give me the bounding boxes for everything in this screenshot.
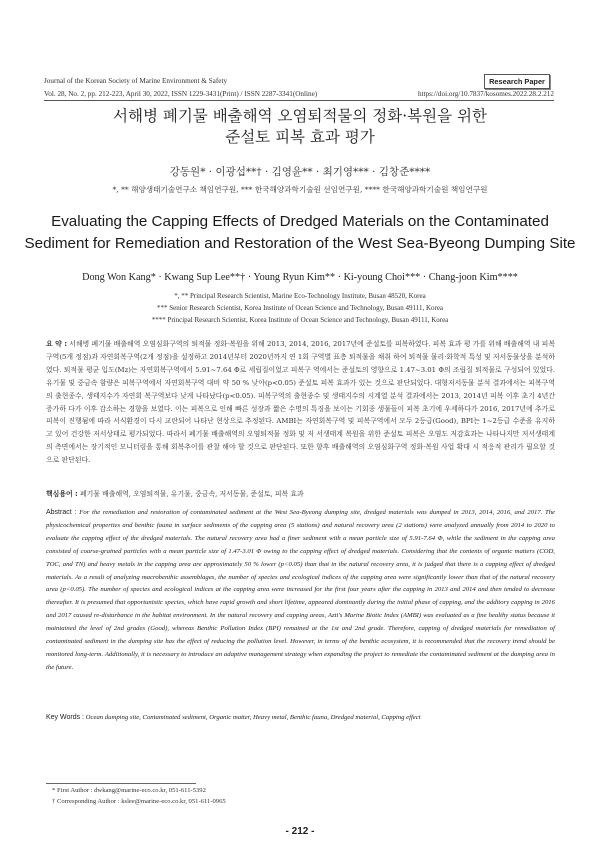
korean-authors: 강동원* · 이광섭**† · 김영윤** · 최기영*** · 김창준**** (169, 166, 431, 178)
english-abstract-body (46, 509, 555, 671)
english-title-line-1: Evaluating the Capping Effects of Dredged Materials on the Contaminated (51, 213, 549, 230)
english-abstract-line: lifetime, appeared dominantly during the initial phase of capping, and the additory capping in 2016 and 2017 caused re-disturbance in the habitat (46, 599, 555, 620)
page-number: - 212 - (285, 826, 315, 837)
korean-abstract-line: 다가 이후 감소하는 경향을 보였다. 이는 피복으로 인해 빠른 성장과 짧은 수명의 특징을 보이는 기회종 생물들이 피복 초기에 우세하다가 (68, 404, 480, 413)
english-affiliation-2: *** Senior Research Scientist, Korea Institute of Ocean Science and Technology, Busan 49111, Korea (156, 304, 444, 312)
english-keywords-text: Ocean dumping site, Contaminated sediment, Organic matter, Heavy metal, Benthic fauna, Dredged material, Capping effect (85, 714, 421, 721)
korean-keywords-text: 폐기물 배출해역, 오염퇴적물, 유기물, 중금속, 저서동물, 준설토, 피복 효과 (79, 490, 304, 498)
korean-abstract-line: 서해병 폐기물 배출해역 오염심화구역의 퇴적물 정화·복원을 위해 2013, 2014, 2016, 2017년에 준설토를 피복하였다. 피복 효과 평 (69, 340, 473, 348)
english-abstract-line: recommended that the recovery trend should be monitored long-term. Additionally, it is necessary to introduce an adaptive management strategy when (46, 638, 555, 658)
korean-abstract-line: 모두 2등급(Good), BPI는 1~2등급 수준을 유지하고 있어 건강한 저서상태로 평가되었다. 따라서 폐기물 배출해역의 오염퇴적물 정화 및 저 (46, 417, 555, 439)
english-abstract-line: than that of the natural recovery area (p<0.05). The number of species and ecological indices at the capping area were increased for the first four years (46, 573, 555, 594)
english-keywords (46, 714, 555, 721)
english-keywords-label: Key Words : (46, 714, 84, 721)
english-affiliation-3: **** Principal Research Scientist, Korea Institute of Ocean Science and Technology, Busan 49111, Korea (151, 316, 449, 324)
korean-keywords-label: 핵심용어 : (46, 490, 78, 498)
korean-title-line-1: 서해병 폐기물 배출해역 오염퇴적물의 정화·복원을 위한 (113, 107, 487, 125)
korean-affiliations: *, ** 해양생태기술연구소 책임연구원, *** 한국해양과학기술원 선임연구원, **** 한국해양과학기술원 책임연구원 (112, 185, 488, 194)
english-abstract-line: the level of 2nd grades (Good), whereas Benthic Pollution Index (BPI) remained at the 1st and 2nd grade. Therefore, capping of dredged materials for (79, 625, 515, 633)
journal-name: Journal of the Korean Society of Marine Environment & Safety (44, 77, 228, 85)
english-abstract-line: For the remediation and restoration of contaminated sediment at the West Sea-Byeong dumping site, dredged materials was dumped in 2013, (79, 509, 480, 516)
english-abstract-line: 2014, 2016, and 2017. The physicochemical properties and benthic fauna in surface sediments of the capping area (5 stations) and natural recovery area (46, 509, 556, 529)
english-abstract-line: sediment with a mean particle size of 5.91-7.64 Φ, while the sediment in the capping area consisted of coarse-grained particles with a mean particle size (46, 534, 555, 555)
volume-line: Vol. 28, No. 2, pp. 212-223, April 30, 2022, ISSN 1229-3431(Print) / ISSN 2287-3341(Online) (44, 90, 318, 98)
english-abstract-line: in the capping area are approximately 50 % lower (p<0.05) than that in the natural recovery area, it is judged that there is a capping effect of dredged (137, 560, 555, 568)
korean-abstract-line: 약 50 % 낮아(p<0.05) 준설토 피복 효과가 있는 것으로 판단되었다. 대형저서동물 분석 결과에서는 피복구역의 출현종수, 생태지수가 자연회 (46, 378, 555, 400)
korean-abstract-label: 요 약 : (46, 340, 68, 348)
english-abstract-line: after the capping in 2013 and 2014 and then tended to decrease thereafter. It is presumed that opportunistic species, which have rapid growth and short (46, 586, 555, 607)
first-author-footnote: * First Author : dwkang@marine-eco.co.kr, 051-611-5392 (52, 787, 206, 794)
english-abstract-line: environment. In the natural recovery and capping areas, Azti's Marine Biotic Index (AMBI) was evaluated as a fine healthy status because it maintained (46, 612, 555, 633)
korean-abstract-line: 2016, 2017년에 추가로 피복이 진행됨에 따라 서식환경이 다시 교란되어 나타난 현상으로 추정된다. AMBI는 자연회복구역 및 피복구역에서 (46, 404, 555, 426)
english-abstract (46, 507, 555, 675)
korean-abstract-line: 하여 퇴적물 물리·화학적 특성 및 저서동물상을 분석하였다. 퇴적물 평균 입도(Mz)는 자연회복구역에서 5.91~7.64 Φ로 세립질이었고 피복구 (46, 352, 555, 374)
korean-abstract (46, 338, 555, 467)
korean-keywords (46, 488, 304, 498)
doi-link[interactable]: https://doi.org/10.7837/kosomes.2022.28.2.212 (417, 90, 554, 98)
english-abstract-line: remediation of contaminated sediment in the dumping site has the effect of reducing the pollution level. However, in terms of the benthic ecosystem, it is (46, 625, 555, 646)
korean-abstract-line: 가를 위해 배출해역 내 피복구역(5개 정점)과 자연회복구역(2개 정점)을 설정하고 2014년부터 2020년까지 연 1회 구역별 표층 퇴적물을 채취 (46, 340, 555, 361)
english-abstract-line: materials. As a result of analyzing macrobenthic assemblages, the number of species and ecological indices of the capping area were significantly lower (46, 573, 466, 581)
english-title-line-2: Sediment for Remediation and Restoration of the West Sea-Byeong Dumping Site (24, 235, 576, 252)
footnote-rule (46, 783, 196, 784)
english-affiliation-1: *, ** Principal Research Scientist, Marine Eco-Technology Institute, Busan 48520, Korea (174, 292, 426, 300)
english-abstract-line: (2 stations) were analyzed annually from 2014 to 2020 to evaluate the capping effect of the dredged materials. The natural recovery area had a finer (46, 521, 555, 542)
research-paper-badge: Research Paper (484, 74, 550, 89)
korean-abstract-body (46, 340, 555, 464)
korean-abstract-line: 역에서는 준설토의 영향으로 1.47~3.01 Φ의 조립질 퇴적물로 구성되어 있었다. 유기물 및 중금속 함량은 피복구역에서 자연회복구역 대비 (46, 365, 555, 387)
english-authors: Dong Won Kang* · Kwang Sup Lee**† · Young Ryun Kim** · Ki-young Choi*** · Chang-joon Kim**** (82, 272, 518, 283)
korean-abstract-line: 서생태계 복원을 위한 준설토 피복은 오염도 저감효과는 나타나지만 저서생태계의 측면에서는 장기적인 모니터링을 통해 회복추이를 관찰 (46, 430, 555, 452)
english-abstract-line: expanding the project to remediate the contaminated sediment at the dumping area in the future. (46, 650, 555, 671)
corresponding-author-footnote: † Corresponding Author : kslee@marine-eco.co.kr, 051-611-0965 (52, 798, 226, 805)
korean-abstract-line: 해야 할 것으로 판단된다. 또한 향후 배출해역의 오염심화구역 정화·복원 사업 확대 시 적응적 관리가 필요할 것으로 판단된다. (46, 443, 555, 465)
korean-abstract-line: 복구역보다 낮게 나타났다(p<0.05). 피복구역의 출현종수 및 생태지수의 시계열 분석 결과에서는 2013, 2014년 피복 이후 초기 4년간 증가하 (46, 391, 555, 413)
english-abstract-line: of 1.47-3.01 Φ owing to the capping effect of dredged materials. Considering that the contents of organic matters (COD, TOC, and TN) and heavy metals (46, 547, 555, 568)
header-rule (44, 100, 554, 101)
korean-title-line-2: 준설토 피복 효과 평가 (225, 128, 375, 146)
english-abstract-label: Abstract : (46, 509, 77, 516)
